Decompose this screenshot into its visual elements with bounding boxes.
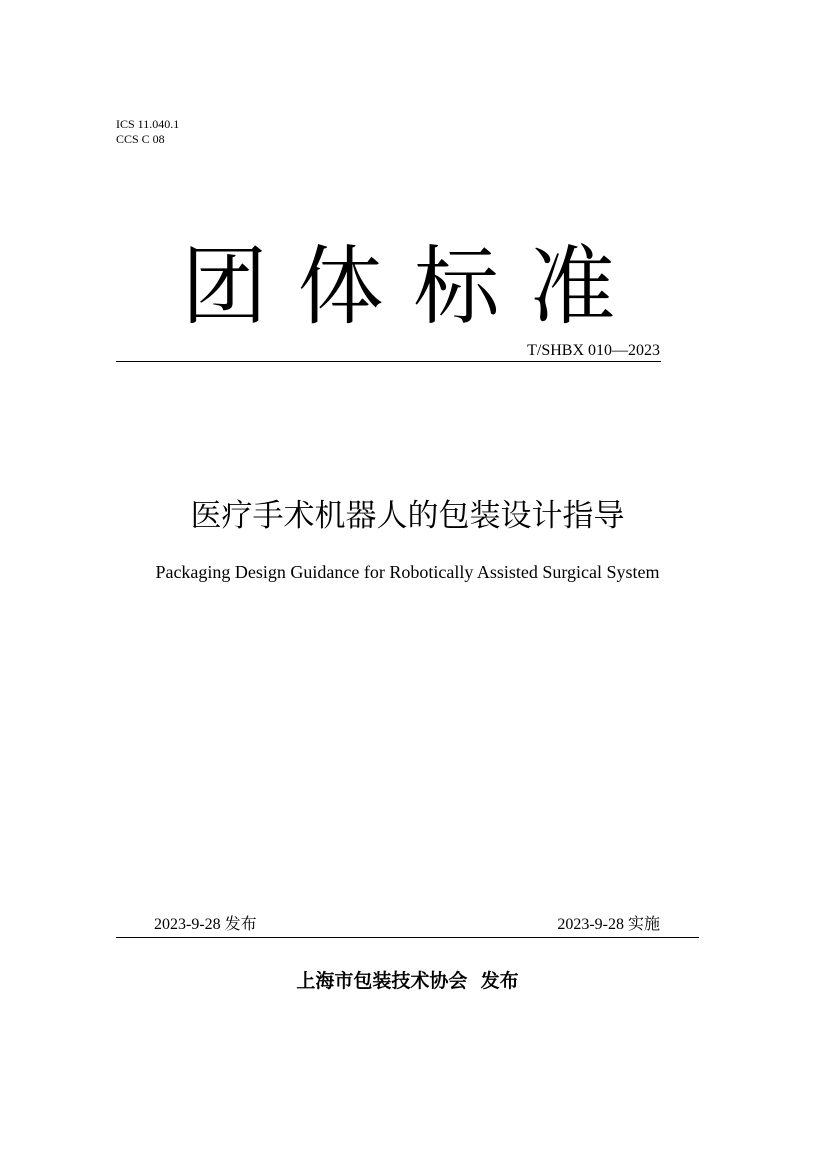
implementation-date: 2023-9-28 实施 bbox=[557, 916, 660, 933]
standard-type-heading: 团体标准 bbox=[181, 237, 646, 337]
document-title-chinese: 医疗手术机器人的包装设计指导 bbox=[190, 498, 625, 534]
classification-block bbox=[116, 117, 179, 147]
footer-divider bbox=[116, 937, 699, 938]
header-divider bbox=[116, 361, 661, 362]
ccs-code: CCS C 08 bbox=[116, 132, 165, 146]
document-title-english: Packaging Design Guidance for Robotically Assisted Surgical System bbox=[155, 562, 660, 582]
publish-date: 2023-9-28 发布 bbox=[154, 916, 257, 933]
standard-number: T/SHBX 010—2023 bbox=[527, 342, 660, 359]
publisher-line: 上海市包装技术协会 发布 bbox=[296, 970, 519, 992]
ics-code: ICS 11.040.1 bbox=[116, 117, 180, 131]
